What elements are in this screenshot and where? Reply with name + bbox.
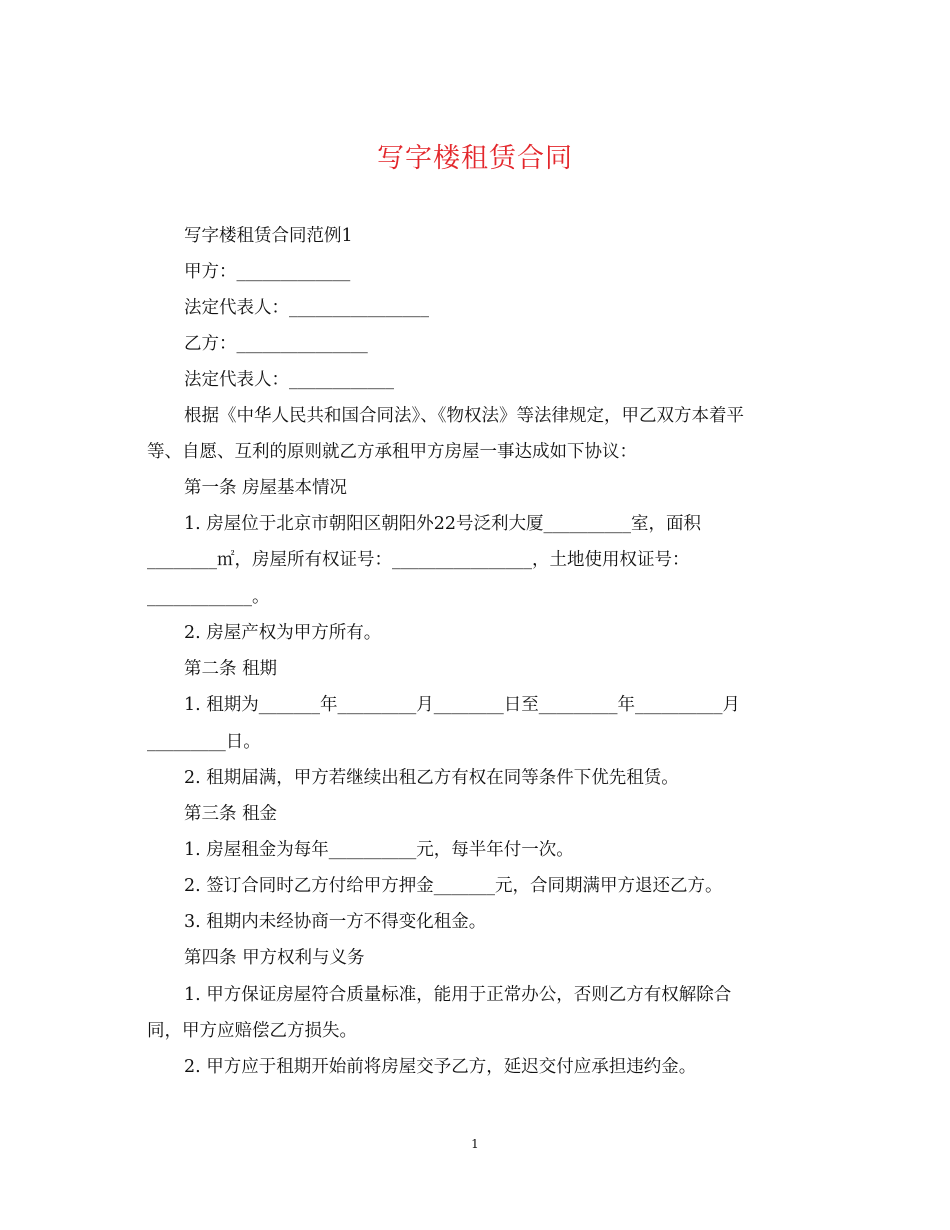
party-b-representative-field: 法定代表人：____________ [184, 370, 394, 390]
article-2-clause-2: 2. 租期届满，甲方若继续出租乙方有权在同等条件下优先租赁。 [184, 768, 679, 788]
page-number: 1 [471, 1137, 479, 1151]
article-2-heading: 第二条 租期 [184, 659, 278, 679]
article-1-clause-1-line-2: ________㎡，房屋所有权证号：________________，土地使用权证号： [147, 550, 690, 570]
article-4-clause-1-line-1: 1. 甲方保证房屋符合质量标准，能用于正常办公，否则乙方有权解除合 [184, 985, 732, 1005]
preamble-line-1: 根据《中华人民共和国合同法》、《物权法》等法律规定，甲乙双方本着平 [184, 406, 744, 426]
article-4-clause-2: 2. 甲方应于租期开始前将房屋交予乙方，延迟交付应承担违约金。 [184, 1057, 697, 1077]
article-4-clause-1-line-2: 同，甲方应赔偿乙方损失。 [147, 1021, 357, 1041]
article-4-heading: 第四条 甲方权利与义务 [184, 948, 365, 968]
article-1-heading: 第一条 房屋基本情况 [184, 478, 348, 498]
article-1-clause-2: 2. 房屋产权为甲方所有。 [184, 623, 382, 643]
article-2-clause-1-line-2: _________日。 [147, 732, 261, 752]
article-3-clause-2: 2. 签订合同时乙方付给甲方押金_______元，合同期满甲方退还乙方。 [184, 876, 723, 896]
article-3-clause-3: 3. 租期内未经协商一方不得变化租金。 [184, 912, 487, 932]
example-heading: 写字楼租赁合同范例1 [184, 226, 353, 246]
article-1-clause-1-line-1: 1. 房屋位于北京市朝阳区朝阳外22号泛利大厦__________室，面积 [184, 514, 702, 534]
article-3-heading: 第三条 租金 [184, 804, 278, 824]
party-a-field: 甲方：_____________ [184, 262, 351, 282]
document-title: 写字楼租赁合同 [377, 143, 573, 174]
preamble-line-2: 等、自愿、互利的原则就乙方承租甲方房屋一事达成如下协议： [147, 442, 637, 462]
party-b-field: 乙方：_______________ [184, 334, 368, 354]
article-3-clause-1: 1. 房屋租金为每年__________元，每半年付一次。 [184, 840, 574, 860]
article-1-clause-1-line-3: ____________。 [147, 587, 270, 607]
party-a-representative-field: 法定代表人：________________ [184, 298, 429, 318]
article-2-clause-1-line-1: 1. 租期为_______年_________月________日至_________年__________月 [184, 695, 741, 715]
